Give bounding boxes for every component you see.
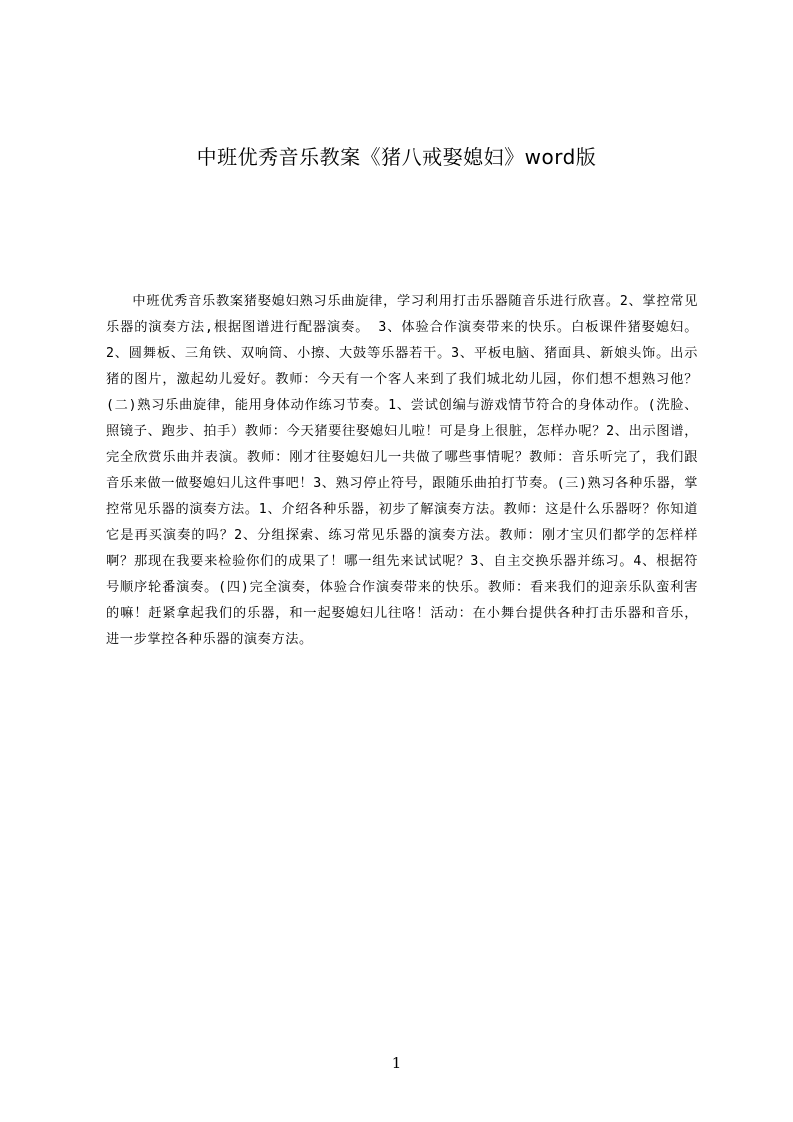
page-number: 1 xyxy=(391,1054,402,1072)
document-title: 中班优秀音乐教案《猪八戒娶媳妇》word版 xyxy=(196,145,597,169)
document-body-paragraph: 中班优秀音乐教案猪娶媳妇熟习乐曲旋律，学习利用打击乐器随音乐进行欣喜。2、掌控常见乐器的演奏方法,根据图谱进行配器演奏。 3、体验合作演奏带来的快乐。白板课件猪娶媳妇。2、圆舞板、三角铁、双响筒、小擦、大鼓等乐器若干。3、平板电脑、猪面具、新娘头饰。出示猪的图片，激起幼儿爱好。教师：今天有一个客人来到了我们城北幼儿园，你们想不想熟习他？(二)熟习乐曲旋律，能用身体动作练习节奏。1、尝试创编与游戏情节符合的身体动作。(洗脸、照镜子、跑步、拍手）教师：今天猪要往娶媳妇儿啦！可是身上很脏，怎样办呢？2、出示图谱，完全欣赏乐曲并表演。教师：刚才往娶媳妇儿一共做了哪些事情呢？教师：音乐听完了，我们跟音乐来做一做娶媳妇儿这件事吧！3、熟习停止符号，跟随乐曲拍打节奏。(三)熟习各种乐器，掌控常见乐器的演奏方法。1、介绍各种乐器，初步了解演奏方法。教师：这是什么乐器呀？你知道它是再买演奏的吗？2、分组探索、练习常见乐器的演奏方法。教师：刚才宝贝们都学的怎样样啊？那现在我要来检验你们的成果了！哪一组先来试试呢？3、自主交换乐器并练习。4、根据符号顺序轮番演奏。(四)完全演奏，体验合作演奏带来的快乐。教师：看来我们的迎亲乐队蛮利害的嘛！赶紧拿起我们的乐器，和一起娶媳妇儿往咯！活动：在小舞台提供各种打击乐器和音乐，进一步掌控各种乐器的演奏方法。 xyxy=(106,294,698,647)
